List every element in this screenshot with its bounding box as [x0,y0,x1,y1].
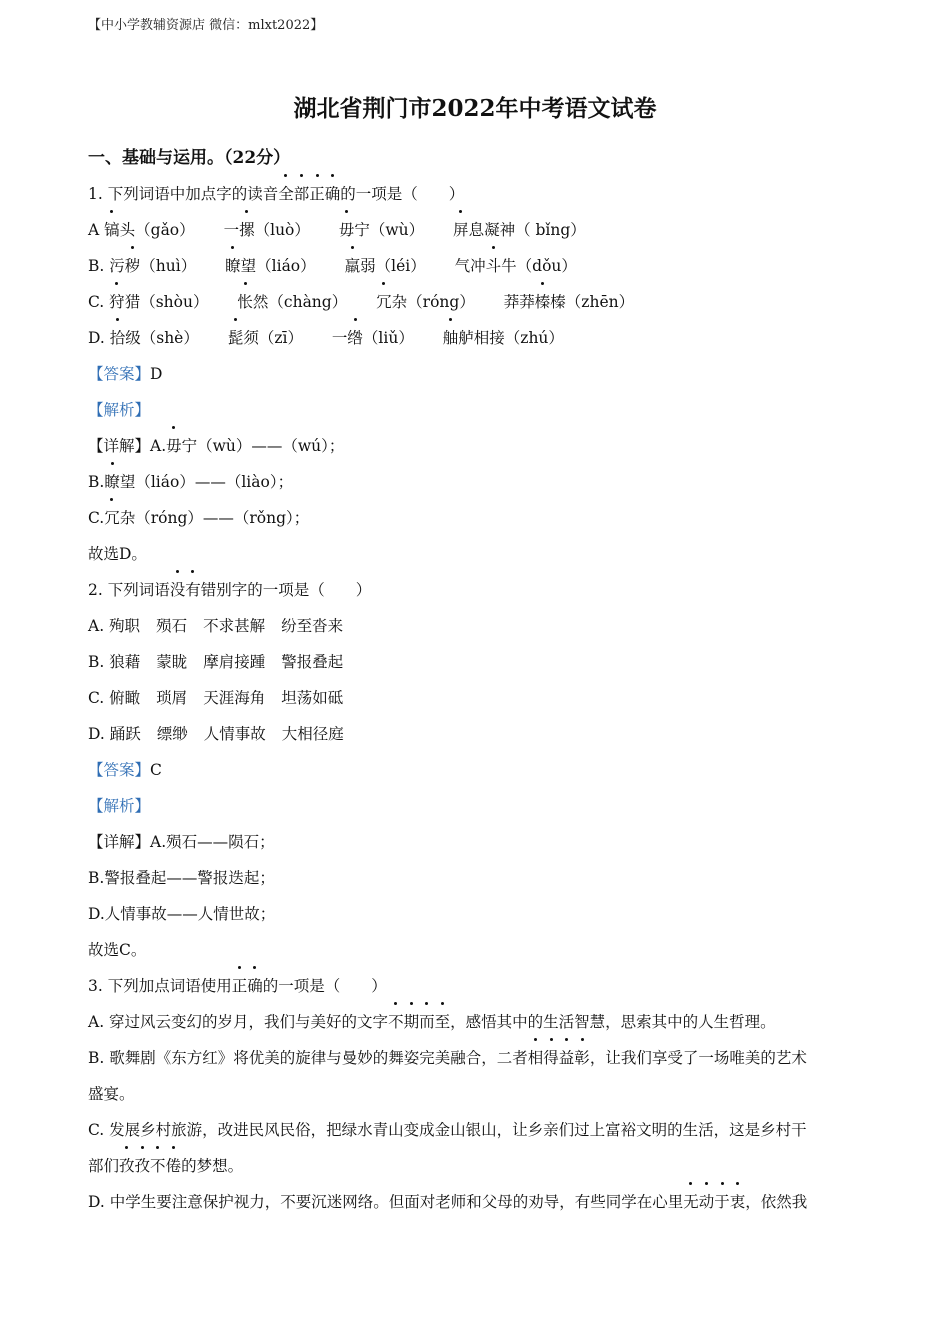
dotted-char: 衷 [730,1184,746,1220]
q2-conclusion: 故选C。 [88,941,147,959]
dotted-char: 不 [388,1004,404,1040]
dotted-char: 倦 [166,1148,182,1184]
dotted-char: 冗 [104,500,120,536]
q3-option-c-cont: 部们孜孜不倦的梦想。 [88,1148,863,1184]
dotted-char: 髭 [228,320,244,356]
dotted-char: 得 [543,1040,559,1076]
q2-option-c: C. 俯瞰 琐屑 天涯海角 坦荡如砥 [88,689,344,707]
q1-option-b: B. 污秽（huì） 瞭望（liáo） 羸弱（léi） 气冲斗牛（dǒu） [88,248,863,284]
header-note: 【中小学教辅资源店 微信：mlxt2022】 [88,18,324,33]
dotted-char: 益 [559,1040,575,1076]
q3-option-a: A. 穿过风云变幻的岁月，我们与美好的文字不期而至，感悟其中的生活智慧，思索其中的人生哲理。 [88,1004,863,1040]
document-body [88,140,863,1220]
q3-stem: 3. 下列加点词语使用正确的一项是（ ） [88,968,863,1004]
q1-conclusion: 故选D。 [88,545,147,563]
dotted-char: 瞭 [104,464,120,500]
dotted-char: 无 [683,1184,699,1220]
dotted-char: 羸 [345,248,361,284]
dotted-char: 有 [185,572,201,608]
q1-stem: 1. 下列词语中加点字的读音全部正确的一项是（ ） [88,176,863,212]
dotted-char: 部 [294,176,310,212]
dotted-char: 毋 [339,212,355,248]
dotted-char: 绺 [347,320,363,356]
dotted-char: 秽 [125,248,141,284]
q1-detail-2: B.瞭望（liáo）——（liào）； [88,464,863,500]
dotted-char: 怅 [237,284,253,320]
dotted-char: 确 [325,176,341,212]
dotted-char: 毋 [166,428,182,464]
dotted-char: 而 [419,1004,435,1040]
q2-stem: 2. 下列词语没有错别字的一项是（ ） [88,572,863,608]
q3-option-b-cont: 盛宴。 [88,1085,135,1103]
dotted-char: 斗 [486,248,502,284]
dotted-char: 没 [170,572,186,608]
section-heading: 一、基础与运用。（22分） [88,148,291,168]
dotted-char: 正 [232,968,248,1004]
dotted-char: 舳 [443,320,459,356]
dotted-char: 不 [150,1148,166,1184]
dotted-char: 动 [699,1184,715,1220]
dotted-char: 镐 [104,212,120,248]
dotted-char: 期 [404,1004,420,1040]
answer-tag: 【答案】 [88,761,151,779]
dotted-char: 于 [714,1184,730,1220]
dotted-char: 至 [435,1004,451,1040]
answer-tag: 【答案】 [88,365,151,383]
dotted-char: 孜 [119,1148,135,1184]
q2-option-b: B. 狼藉 蒙眬 摩肩接踵 警报叠起 [88,653,344,671]
dotted-char: 彰 [574,1040,590,1076]
dotted-char: 瞭 [225,248,241,284]
dotted-char: 屏 [453,212,469,248]
q1-option-a: A 镐头（gǎo） 一摞（luò） 毋宁（wù） 屏息凝神（ bǐng） [88,212,863,248]
q2-detail-3: D.人情事故——人情世故； [88,905,276,923]
q1-option-d: D. 拾级（shè） 髭须（zī） 一绺（liǔ） 舳舻相接（zhú） [88,320,863,356]
dotted-char: 全 [278,176,294,212]
q2-answer: 【答案】C [88,761,162,779]
dotted-char: 确 [247,968,263,1004]
page-title: 湖北省荆门市2022年中考语文试卷 [293,95,657,122]
q3-option-d: D. 中学生要注意保护视力，不要沉迷网络。但面对老师和父母的劝导，有些同学在心里无动于衷，依然我 [88,1184,863,1220]
q2-option-d: D. 踊跃 缥缈 人情事故 大相径庭 [88,725,344,743]
q2-detail-2: B.警报叠起——警报迭起； [88,869,275,887]
dotted-char: 正 [309,176,325,212]
q1-option-c: C. 狩猎（shòu） 怅然（chàng） 冗杂（róng） 莽莽榛榛（zhēn） [88,284,863,320]
dotted-char: 摞 [239,212,255,248]
q2-detail-1: 【详解】A.殒石——陨石； [88,833,275,851]
q3-option-b: B. 歌舞剧《东方红》将优美的旋律与曼妙的舞姿完美融合，二者相得益彰，让我们享受了一场唯美的艺术 [88,1040,863,1076]
q1-analysis-tag: 【解析】 [88,401,151,419]
dotted-char: 孜 [135,1148,151,1184]
dotted-char: 狩 [109,284,125,320]
dotted-char: 相 [528,1040,544,1076]
dotted-char: 拾 [110,320,126,356]
dotted-char: 冗 [376,284,392,320]
q1-detail-1: 【详解】A.毋宁（wù）——（wú）； [88,428,863,464]
q3-option-c: C. 发展乡村旅游，改进民风民俗，把绿水青山变成金山银山，让乡亲们过上富裕文明的生活，这是乡村干 [88,1121,807,1139]
q1-detail-3: C.冗杂（róng）——（rǒng）； [88,500,863,536]
q1-answer: 【答案】D [88,365,163,383]
q2-analysis-tag: 【解析】 [88,797,151,815]
q2-option-a: A. 殉职 殒石 不求甚解 纷至沓来 [88,617,344,635]
dotted-char: 榛 [535,284,551,320]
